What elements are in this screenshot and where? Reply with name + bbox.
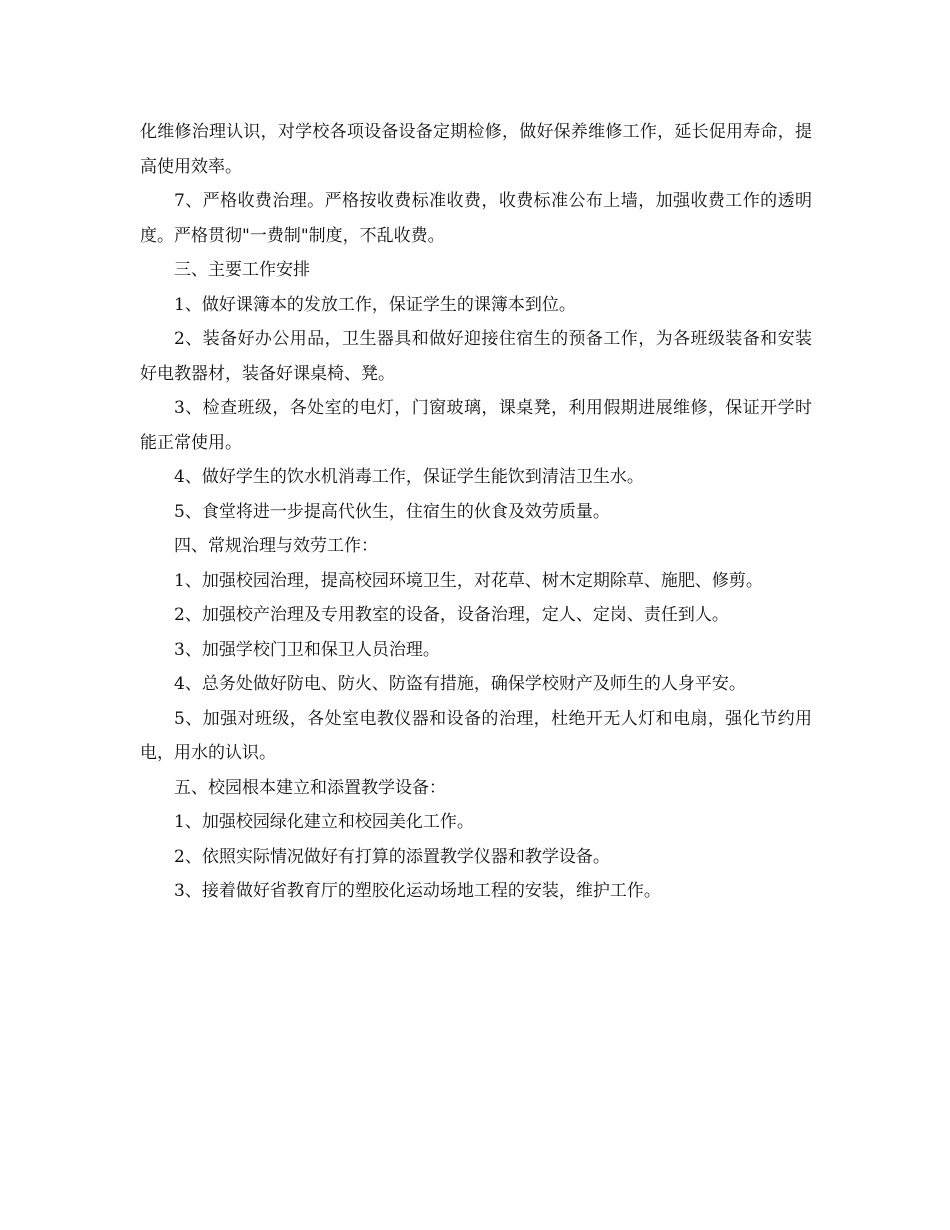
list-item-school-property: 2、加强校产治理及专用教室的设备，设备治理，定人、定岗、责任到人。	[174, 605, 729, 625]
list-item-energy-saving: 5、加强对班级，各处室电教仪器和设备的治理，杜绝开无人灯和电扇，强化节约用电，用水的认识。	[140, 708, 812, 763]
list-item-canteen: 5、食堂将进一步提高代伙生，住宿生的伙食及效劳质量。	[174, 501, 610, 522]
list-item-security-staff: 3、加强学校门卫和保卫人员治理。	[174, 639, 440, 660]
paragraph-continuation: 化维修治理认识，对学校各项设备设备定期检修，做好保养维修工作，延长促用寿命，提高使用效率。	[140, 122, 812, 177]
section-heading-main-work: 三、主要工作安排	[174, 260, 310, 280]
list-item-safety-measures: 4、总务处做好防电、防火、防盗有措施，确保学校财产及师生的人身平安。	[174, 674, 746, 694]
list-item-teaching-equipment: 2、依照实际情况做好有打算的添置教学仪器和教学设备。	[174, 846, 610, 867]
document-body	[140, 115, 812, 909]
paragraph-fee-management: 7、严格收费治理。严格按收费标准收费，收费标准公布上墙，加强收费工作的透明度。严格贯彻"一费制"制度，不乱收费。	[140, 191, 812, 246]
list-item-classroom-inspection: 3、检查班级，各处室的电灯，门窗玻璃，课桌凳，利用假期进展维修，保证开学时能正常使用。	[140, 398, 812, 453]
list-item-water-dispenser: 4、做好学生的饮水机消毒工作，保证学生能饮到清洁卫生水。	[174, 467, 644, 487]
section-heading-campus-construction: 五、校园根本建立和添置教学设备：	[174, 777, 446, 798]
section-heading-routine-management: 四、常规治理与效劳工作：	[174, 536, 378, 556]
list-item-textbooks: 1、做好课簿本的发放工作，保证学生的课簿本到位。	[174, 294, 576, 315]
list-item-sports-field: 3、接着做好省教育厅的塑胶化运动场地工程的安装，维护工作。	[174, 881, 661, 901]
list-item-office-supplies: 2、装备好办公用品，卫生器具和做好迎接住宿生的预备工作，为各班级装备和安装好电教器材，装备好课桌椅、凳。	[140, 329, 812, 384]
list-item-greening: 1、加强校园绿化建立和校园美化工作。	[174, 812, 474, 832]
list-item-campus-management: 1、加强校园治理，提高校园环境卫生，对花草、树木定期除草、施肥、修剪。	[174, 570, 763, 591]
